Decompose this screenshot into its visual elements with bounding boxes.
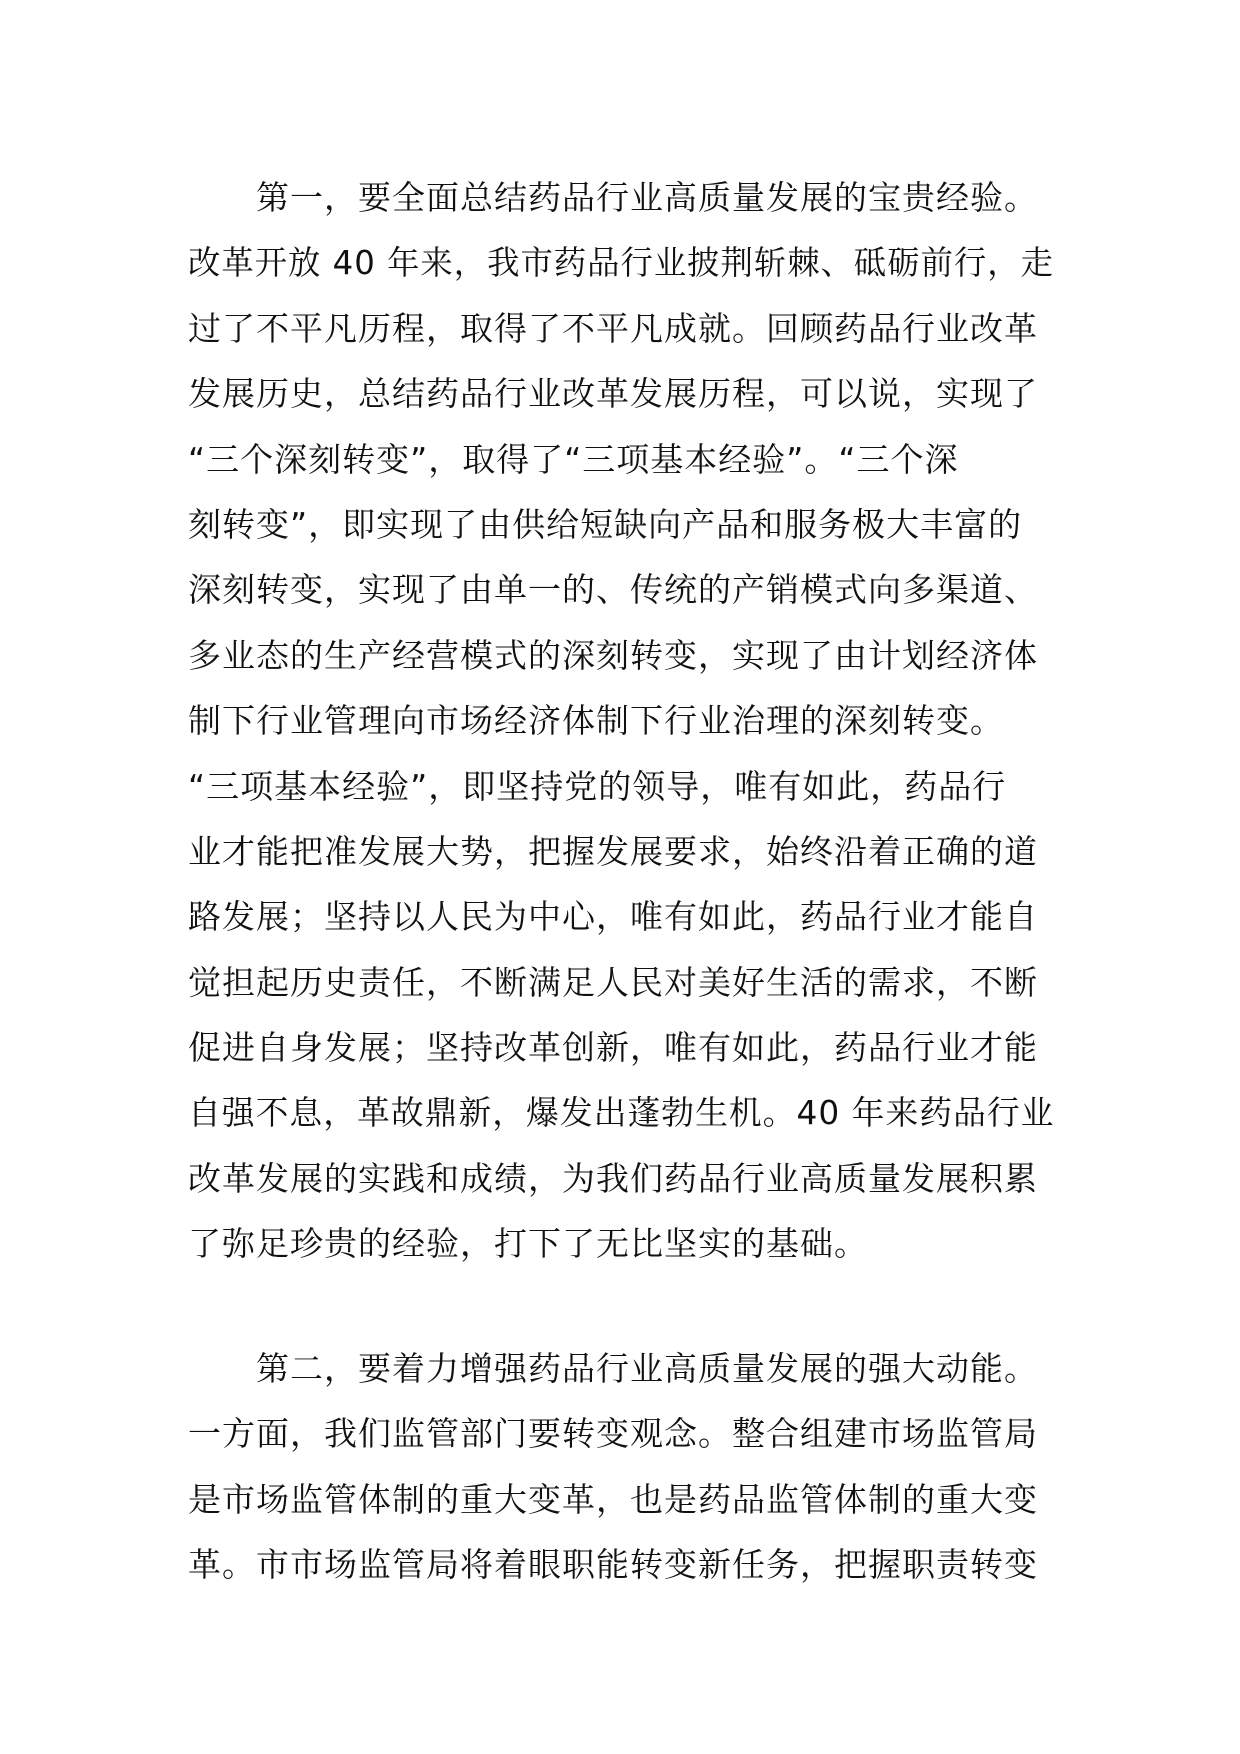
paragraph-first-experience bbox=[188, 165, 1054, 1277]
text-line: 一方面，我们监管部门要转变观念。整合组建市场监管局 bbox=[188, 1414, 1038, 1454]
text-line: 觉担起历史责任，不断满足人民对美好生活的需求，不断 bbox=[188, 962, 1038, 1002]
text-line: “三个深刻转变”，取得了“三项基本经验”。“三个深 bbox=[188, 439, 959, 479]
text-line: 第一，要全面总结药品行业高质量发展的宝贵经验。 bbox=[188, 178, 1038, 217]
text-line: 是市场监管体制的重大变革，也是药品监管体制的重大变 bbox=[188, 1479, 1038, 1519]
text-line: 第二，要着力增强药品行业高质量发展的强大动能。 bbox=[188, 1349, 1038, 1388]
text-line: 路发展；坚持以人民为中心，唯有如此，药品行业才能自 bbox=[188, 897, 1038, 937]
text-line: 了弥足珍贵的经验，打下了无比坚实的基础。 bbox=[188, 1224, 868, 1264]
text-line: 改革发展的实践和成绩，为我们药品行业高质量发展积累 bbox=[188, 1158, 1038, 1198]
text-line: 深刻转变，实现了由单一的、传统的产销模式向多渠道、 bbox=[188, 570, 1038, 610]
text-line: 促进自身发展；坚持改革创新，唯有如此，药品行业才能 bbox=[188, 1028, 1038, 1068]
text-line: 自强不息，革故鼎新，爆发出蓬勃生机。40 年来药品行业 bbox=[188, 1093, 1055, 1133]
paragraph-second-momentum bbox=[188, 1336, 1054, 1598]
text-line: 过了不平凡历程，取得了不平凡成就。回顾药品行业改革 bbox=[188, 308, 1038, 348]
text-line: 改革开放 40 年来，我市药品行业披荆斩棘、砥砺前行，走 bbox=[188, 243, 1054, 283]
text-line: 刻转变”，即实现了由供给短缺向产品和服务极大丰富的 bbox=[188, 504, 1023, 544]
text-line: 多业态的生产经营模式的深刻转变，实现了由计划经济体 bbox=[188, 635, 1038, 675]
text-line: 制下行业管理向市场经济体制下行业治理的深刻转变。 bbox=[188, 701, 1004, 741]
text-line: 革。市市场监管局将着眼职能转变新任务，把握职责转变 bbox=[188, 1545, 1038, 1585]
text-line: 发展历史，总结药品行业改革发展历程，可以说，实现了 bbox=[188, 374, 1038, 414]
text-line: 业才能把准发展大势，把握发展要求，始终沿着正确的道 bbox=[188, 831, 1038, 871]
text-line: “三项基本经验”，即坚持党的领导，唯有如此，药品行 bbox=[188, 766, 1007, 806]
